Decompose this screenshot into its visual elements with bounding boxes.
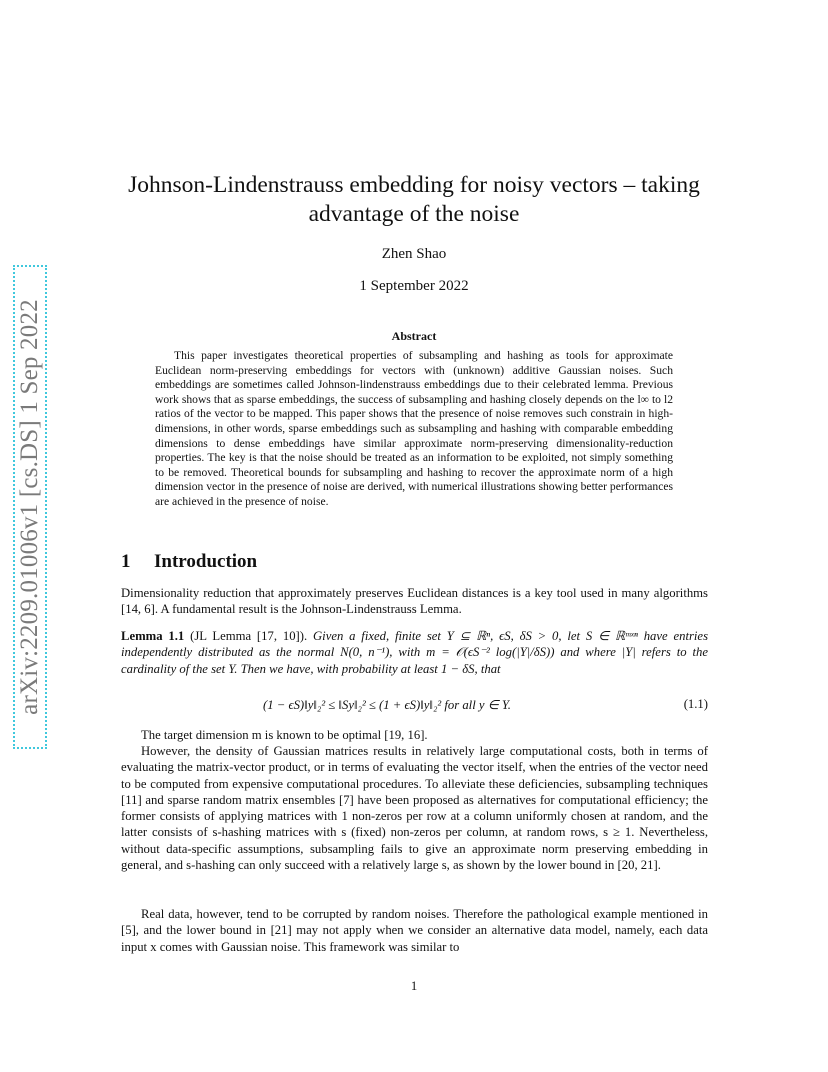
paragraph-target-dimension: The target dimension m is known to be optimal [19, 16]. bbox=[141, 728, 428, 742]
paper-title bbox=[100, 171, 728, 229]
equation-number: (1.1) bbox=[683, 697, 708, 711]
equation-content: (1 − ϵS)‖y‖₂² ≤ ‖Sy‖₂² ≤ (1 + ϵS)‖y‖₂² for all y ∈ Y. bbox=[263, 698, 511, 712]
lemma-block bbox=[121, 628, 708, 677]
lemma-statement: Given a fixed, finite set Y ⊆ ℝⁿ, ϵS, δS > 0, let S ∈ ℝᵐˣⁿ have entries independently distributed as the normal N(0, n⁻¹), with m = 𝒪(ϵS⁻² log(|Y|/δS)) and where |Y| refers to the cardinality of the set Y. Then we have, with probability at least 1 − δS, that bbox=[121, 629, 709, 676]
author: Zhen Shao bbox=[381, 246, 447, 262]
title-line-1: Johnson-Lindenstrauss embedding for noisy vectors – taking bbox=[128, 172, 700, 198]
section-heading bbox=[121, 551, 257, 573]
abstract-body: This paper investigates theoretical properties of subsampling and hashing as tools for approximate Euclidean norm-preserving embeddings for vectors with (unknown) additive Gaussian noises. Such embeddings are sometimes called Johnson-lindenstrauss embeddings due to their celebrated lemma. Previous work shows that as sparse embeddings, the success of subsampling and hashing closely depends on the l∞ to l2 ratios of the vector to be mapped. This paper shows that the presence of noise removes such constrain in high-dimensions, in other words, sparse embeddings such as subsampling and hashing with comparable embedding dimensions to dense embeddings have similar approximate norm-preserving dimensionality-reduction properties. The key is that the noise should be treated as an information to be exploited, not simply something to be removed. Theoretical bounds for subsampling and hashing to recover the approximate norm of a high dimension vector in the presence of noise are derived, with numerical illustrations showing better performances are achieved in the presence of noise. bbox=[155, 349, 674, 508]
paragraph-real-data: Real data, however, tend to be corrupted by random noises. Therefore the pathological example mentioned in [5], and the lower bound in [21] may not apply when we consider an alternative data model, namely, each data input x comes with Gaussian noise. This framework was similar to bbox=[121, 907, 708, 954]
arxiv-stamp: arXiv:2209.01006v1 [cs.DS] 1 Sep 2022 bbox=[16, 299, 43, 715]
abstract-heading: Abstract bbox=[391, 329, 437, 343]
title-line-2: advantage of the noise bbox=[308, 201, 520, 227]
lemma-label: Lemma 1.1 bbox=[121, 629, 185, 643]
page-number: 1 bbox=[410, 979, 418, 993]
date: 1 September 2022 bbox=[359, 278, 469, 294]
paragraph-however: However, the density of Gaussian matrices results in relatively large computational costs, both in terms of evaluating the matrix-vector product, or in terms of evaluating the vector itself, when the entries of the vector need to be computed from expensive computational procedures. To alleviate these deficiencies, subsampling techniques [11] and sparse random matrix ensembles [7] have been proposed as alternatives for computational efficiency; the former consists of applying matrices with 1 non-zeros per row at a column uniformly chosen at random, and the latter consists of s-hashing matrices with s (fixed) non-zeros per column, at random rows, s ≥ 1. Nevertheless, without data-specific assumptions, subsampling fails to give an approximate norm preserving embedding in general, and s-hashing can only succeed with a relatively large s, as shown by the lower bound in [20, 21]. bbox=[121, 744, 708, 873]
intro-paragraph: Dimensionality reduction that approximately preserves Euclidean distances is a key tool used in many algorithms [14, 6]. A fundamental result is the Johnson-Lindenstrauss Lemma. bbox=[121, 586, 708, 617]
section-title: Introduction bbox=[154, 551, 258, 572]
section-number: 1 bbox=[121, 551, 131, 572]
lemma-reference: (JL Lemma [17, 10]). bbox=[190, 629, 308, 643]
